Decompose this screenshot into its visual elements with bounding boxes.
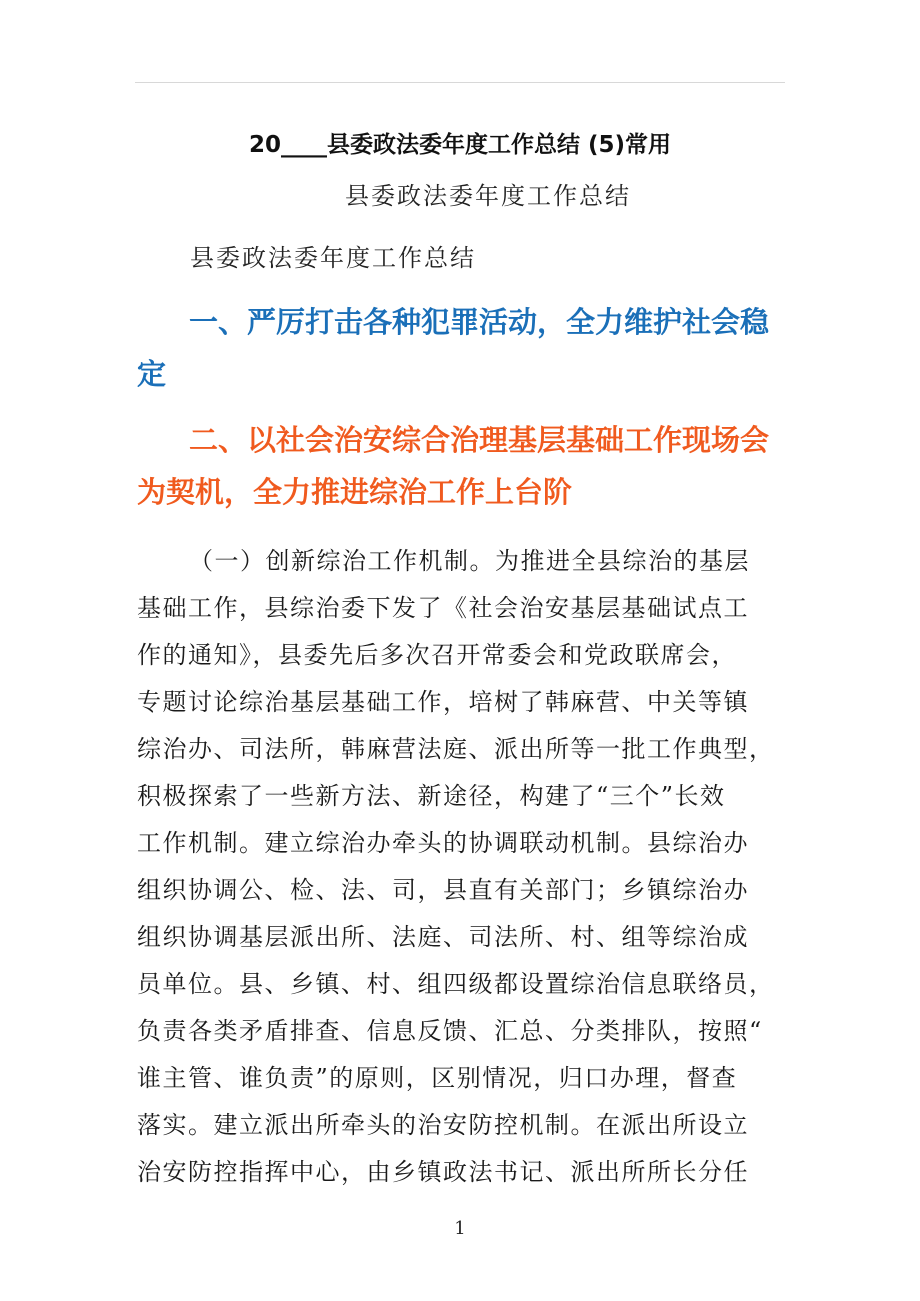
body-line: 作的通知》，县委先后多次召开常委会和党政联席会， <box>137 641 737 669</box>
section-heading-2: 二、以社会治安综合治理基层基础工作现场会为契机，全力推进综治工作上台阶 <box>137 423 770 509</box>
body-line: 工作机制。建立综治办牵头的协调联动机制。县综治办 <box>137 829 749 857</box>
body-line: 积极探索了一些新方法、新途径，构建了“三个”长效 <box>137 782 726 810</box>
body-line: 落实。建立派出所牵头的治安防控机制。在派出所设立 <box>137 1111 749 1139</box>
page-number: 1 <box>454 1218 466 1239</box>
document-subtitle: 县委政法委年度工作总结 <box>345 182 631 210</box>
body-line: 员单位。县、乡镇、村、组四级都设置综治信息联络员， <box>137 970 775 998</box>
body-line: 负责各类矛盾排查、信息反馈、汇总、分类排队，按照“ <box>137 1017 763 1045</box>
body-line: 专题讨论综治基层基础工作，培树了韩麻营、中关等镇 <box>137 688 749 716</box>
header-rule <box>135 82 785 83</box>
body-line: 基础工作，县综治委下发了《社会治安基层基础试点工 <box>137 594 749 622</box>
body-line: 综治办、司法所，韩麻营法庭、派出所等一批工作典型， <box>137 735 775 763</box>
document-title: 20____县委政法委年度工作总结 (5)常用 <box>248 132 672 158</box>
body-line: 治安防控指挥中心，由乡镇政法书记、派出所所长分任 <box>137 1158 749 1186</box>
body-line: （一）创新综治工作机制。为推进全县综治的基层 <box>189 547 750 575</box>
body-line: 组织协调基层派出所、法庭、司法所、村、组等综治成 <box>137 923 749 951</box>
body-line: 组织协调公、检、法、司，县直有关部门；乡镇综治办 <box>137 876 749 904</box>
section-heading-1: 一、严厉打击各种犯罪活动，全力维护社会稳定 <box>137 305 770 391</box>
body-paragraph <box>137 538 787 1196</box>
intro-line: 县委政法委年度工作总结 <box>190 244 476 272</box>
body-line: 谁主管、谁负责”的原则，区别情况，归口办理，督查 <box>137 1064 738 1092</box>
